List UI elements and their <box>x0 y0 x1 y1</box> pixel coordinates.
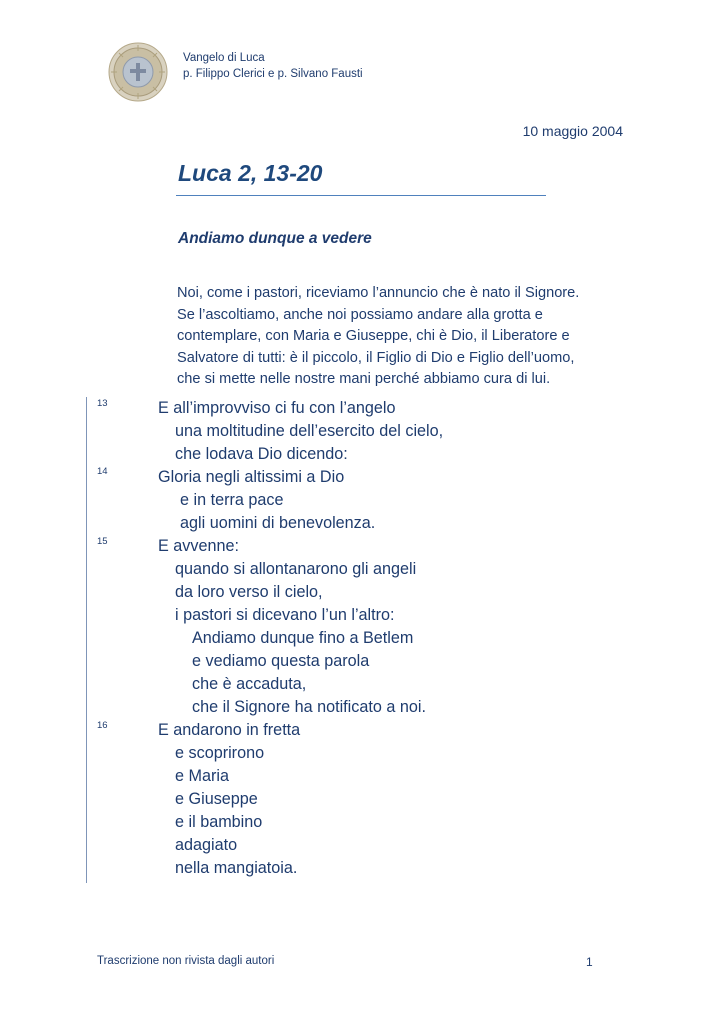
intro-line: Se l’ascoltiamo, anche noi possiamo andare alla grotta e <box>177 306 543 323</box>
intro-line: Salvatore di tutti: è il piccolo, il Figlio di Dio e Figlio dell’uomo, <box>177 349 575 366</box>
section-subtitle: Andiamo dunque a vedere <box>178 230 372 247</box>
margin-rule <box>86 397 87 883</box>
verse-number: 14 <box>97 466 108 477</box>
verse-line: nella mangiatoia. <box>175 859 298 877</box>
page-number: 1 <box>586 955 593 969</box>
header-authors: p. Filippo Clerici e p. Silvano Fausti <box>183 68 363 80</box>
verse-line: quando si allontanarono gli angeli <box>175 560 417 578</box>
verse-line: Andiamo dunque fino a Betlem <box>192 629 414 647</box>
intro-line: che si mette nelle nostre mani perché abbiamo cura di lui. <box>177 371 551 387</box>
verse-line: da loro verso il cielo, <box>175 583 323 601</box>
verse-line: E all’improvviso ci fu con l’angelo <box>158 399 396 417</box>
verse-number: 13 <box>97 398 108 409</box>
verse-line: che lodava Dio dicendo: <box>175 445 348 463</box>
verse-line: Gloria negli altissimi a Dio <box>158 468 345 486</box>
title-underline <box>176 195 546 196</box>
page-title: Luca 2, 13-20 <box>178 160 323 186</box>
document-date: 10 maggio 2004 <box>522 123 623 139</box>
header-work-title: Vangelo di Luca <box>183 52 265 64</box>
verse-number: 16 <box>97 720 108 731</box>
jesuit-seal-icon <box>108 42 168 102</box>
intro-paragraph <box>177 283 627 391</box>
verse-line: una moltitudine dell’esercito del cielo, <box>175 422 444 440</box>
verse-line: che il Signore ha notificato a noi. <box>192 698 426 716</box>
verse-line: E andarono in fretta <box>158 721 301 739</box>
intro-line: contemplare, con Maria e Giuseppe, chi è Dio, il Liberatore e <box>177 328 570 344</box>
intro-line: Noi, come i pastori, riceviamo l’annuncio che è nato il Signore. <box>177 285 580 301</box>
verse-line: e scoprirono <box>175 744 265 762</box>
verse-line: che è accaduta, <box>192 675 307 693</box>
verse-line: adagiato <box>175 836 238 854</box>
verse-number: 15 <box>97 536 108 547</box>
verse-line: E avvenne: <box>158 537 239 555</box>
verse-line: i pastori si dicevano l’un l’altro: <box>175 606 395 624</box>
verse-line: agli uomini di benevolenza. <box>180 514 376 532</box>
verse-line: e il bambino <box>175 813 263 831</box>
footer-note: Trascrizione non rivista dagli autori <box>97 955 275 967</box>
verse-line: e in terra pace <box>180 491 284 509</box>
verse-line: e Maria <box>175 767 229 785</box>
verse-line: e vediamo questa parola <box>192 652 370 670</box>
verse-line: e Giuseppe <box>175 790 258 808</box>
